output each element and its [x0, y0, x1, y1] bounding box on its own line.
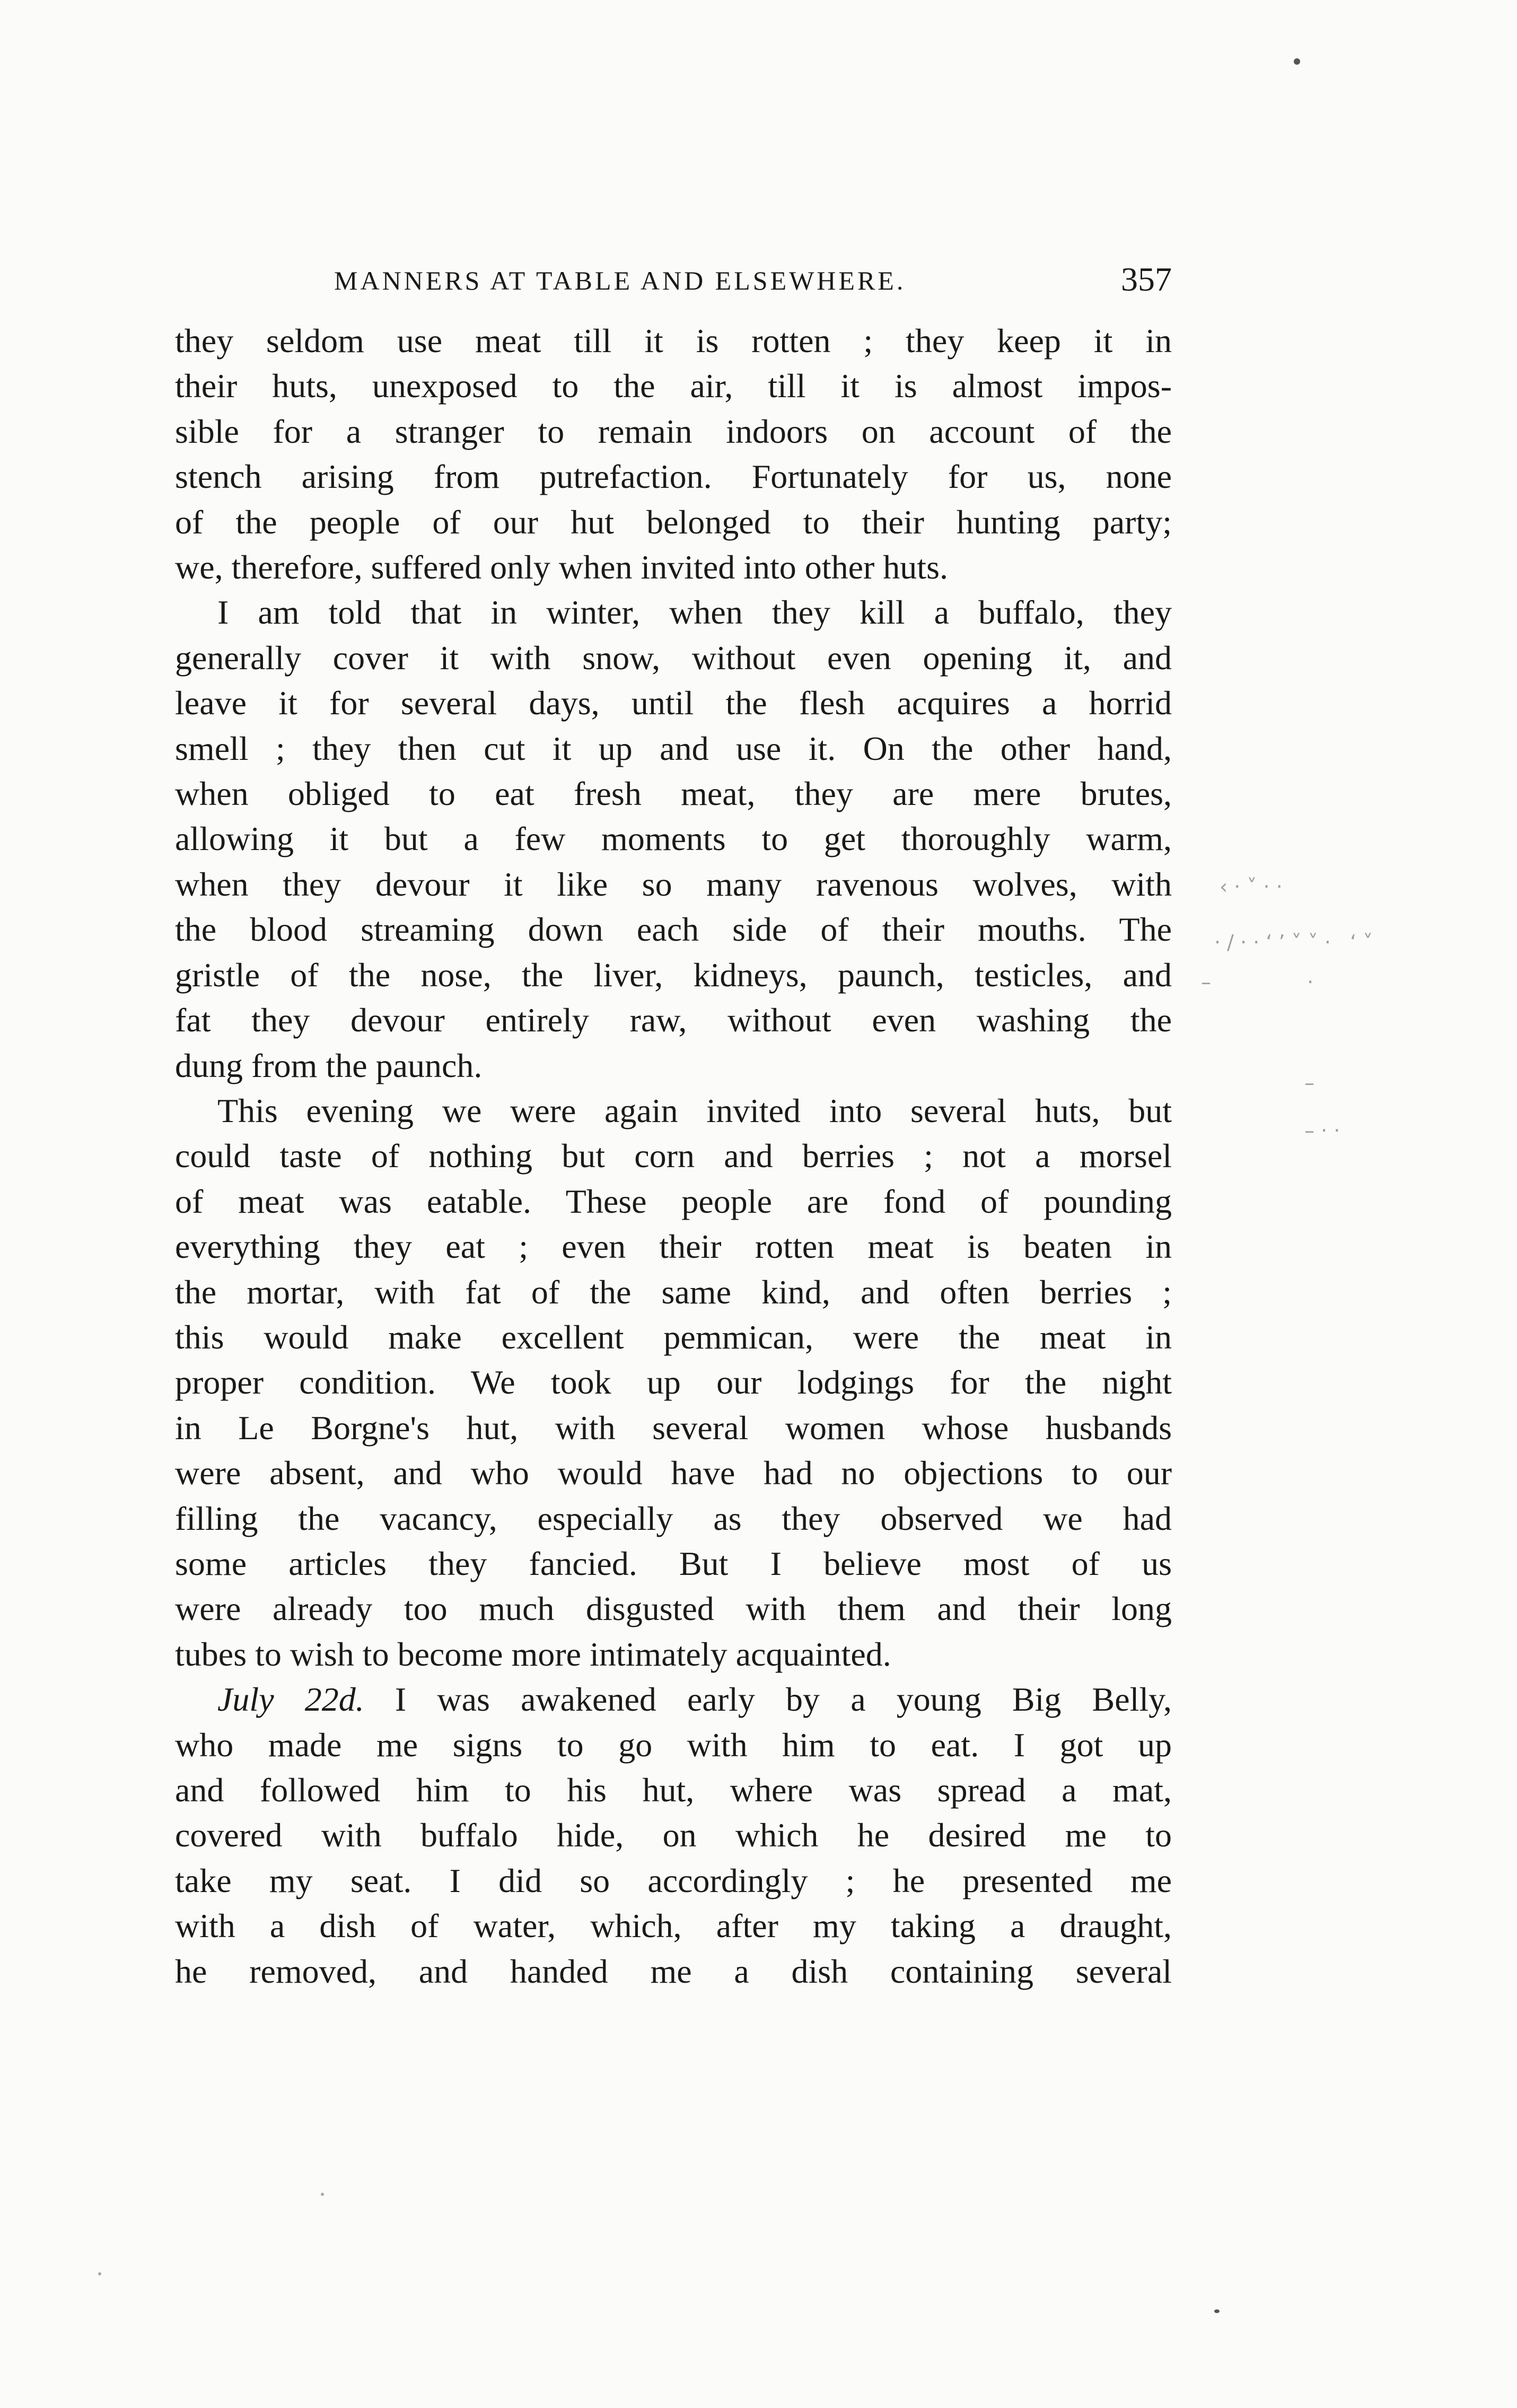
- text-line: with a dish of water, which, after my taking a draught,: [175, 1907, 1172, 1945]
- text-line: were absent, and who would have had no objections to our: [175, 1454, 1172, 1492]
- running-head: [175, 255, 1172, 313]
- text-line: we, therefore, suffered only when invited into other huts.: [175, 548, 948, 586]
- text-line: of the people of our hut belonged to their hunting party;: [175, 503, 1172, 541]
- text-line: were already too much disgusted with them and their long: [175, 1590, 1172, 1628]
- text-line: tubes to wish to become more intimately acquainted.: [175, 1635, 891, 1673]
- text-line: [175, 1677, 1172, 1722]
- paragraph-2: [175, 590, 1172, 1088]
- text-line: stench arising from putrefaction. Fortunately for us, none: [175, 458, 1172, 496]
- text-line: smell ; they then cut it up and use it. On the other hand,: [175, 729, 1172, 767]
- text-line: fat they devour entirely raw, without even washing the: [175, 1001, 1172, 1039]
- text-line: when they devour it like so many ravenous wolves, with: [175, 865, 1172, 903]
- text-fragment: I was awakened early by a young Big Belly,: [364, 1680, 1172, 1719]
- text-line: filling the vacancy, especially as they observed we had: [175, 1499, 1172, 1537]
- text-line: generally cover it with snow, without even opening it, and: [175, 638, 1172, 677]
- text-line: when obliged to eat fresh meat, they are mere brutes,: [175, 775, 1172, 813]
- running-title: MANNERS AT TABLE AND ELSEWHERE.: [334, 266, 906, 295]
- scan-mark: – ·: [1201, 970, 1314, 994]
- text-line: proper condition. We took up our lodgings for the night: [175, 1363, 1172, 1402]
- text-line: take my seat. I did so accordingly ; he presented me: [175, 1861, 1172, 1899]
- scan-mark: –: [1304, 1071, 1314, 1094]
- body-text: [175, 318, 1172, 1994]
- text-line: leave it for several days, until the flesh acquires a horrid: [175, 684, 1172, 722]
- scan-speck: [321, 2193, 324, 2196]
- text-line: and followed him to his hut, where was spread a mat,: [175, 1771, 1172, 1809]
- scan-speck: [1214, 2309, 1220, 2313]
- text-line: who made me signs to go with him to eat. I got up: [175, 1726, 1172, 1764]
- text-line: they seldom use meat till it is rotten ; they keep it in: [175, 322, 1172, 360]
- text-line: this would make excellent pemmican, were the meat in: [175, 1318, 1172, 1356]
- text-line: covered with buffalo hide, on which he desired me to: [175, 1816, 1172, 1854]
- text-line: could taste of nothing but corn and berries ; not a morsel: [175, 1137, 1172, 1175]
- text-line: sible for a stranger to remain indoors on account of the: [175, 412, 1172, 450]
- text-line: the mortar, with fat of the same kind, and often berries ;: [175, 1273, 1172, 1311]
- text-line: their huts, unexposed to the air, till it is almost impos-: [175, 367, 1172, 405]
- text-line: gristle of the nose, the liver, kidneys, paunch, testicles, and: [175, 956, 1172, 994]
- text-line: some articles they fancied. But I believe most of us: [175, 1544, 1172, 1582]
- text-line: everything they eat ; even their rotten meat is beaten in: [175, 1228, 1172, 1266]
- page-number: 357: [1121, 260, 1172, 298]
- date-heading: July 22d.: [217, 1680, 364, 1719]
- text-line: allowing it but a few moments to get thoroughly warm,: [175, 820, 1172, 858]
- scan-mark: · / · · ‘ ’ ˅ ˅ · ‘ ˅: [1214, 931, 1373, 954]
- scan-mark: – · ·: [1304, 1119, 1340, 1142]
- scan-speck: [1294, 58, 1300, 65]
- paragraph-1: [175, 318, 1172, 590]
- text-line: he removed, and handed me a dish containing several: [175, 1952, 1172, 1990]
- paragraph-3: [175, 1088, 1172, 1677]
- paragraph-4: [175, 1677, 1172, 1994]
- text-line: of meat was eatable. These people are fond of pounding: [175, 1182, 1172, 1220]
- text-line: dung from the paunch.: [175, 1046, 483, 1084]
- text-line: This evening we were again invited into several huts, but: [217, 1091, 1172, 1129]
- scan-mark: ‹ · ˅ · ·: [1220, 875, 1283, 898]
- text-line: in Le Borgne's hut, with several women whose husbands: [175, 1408, 1172, 1447]
- text-line: the blood streaming down each side of their mouths. The: [175, 910, 1172, 949]
- text-line: I am told that in winter, when they kill a buffalo, they: [217, 593, 1172, 632]
- scan-speck: [98, 2272, 101, 2275]
